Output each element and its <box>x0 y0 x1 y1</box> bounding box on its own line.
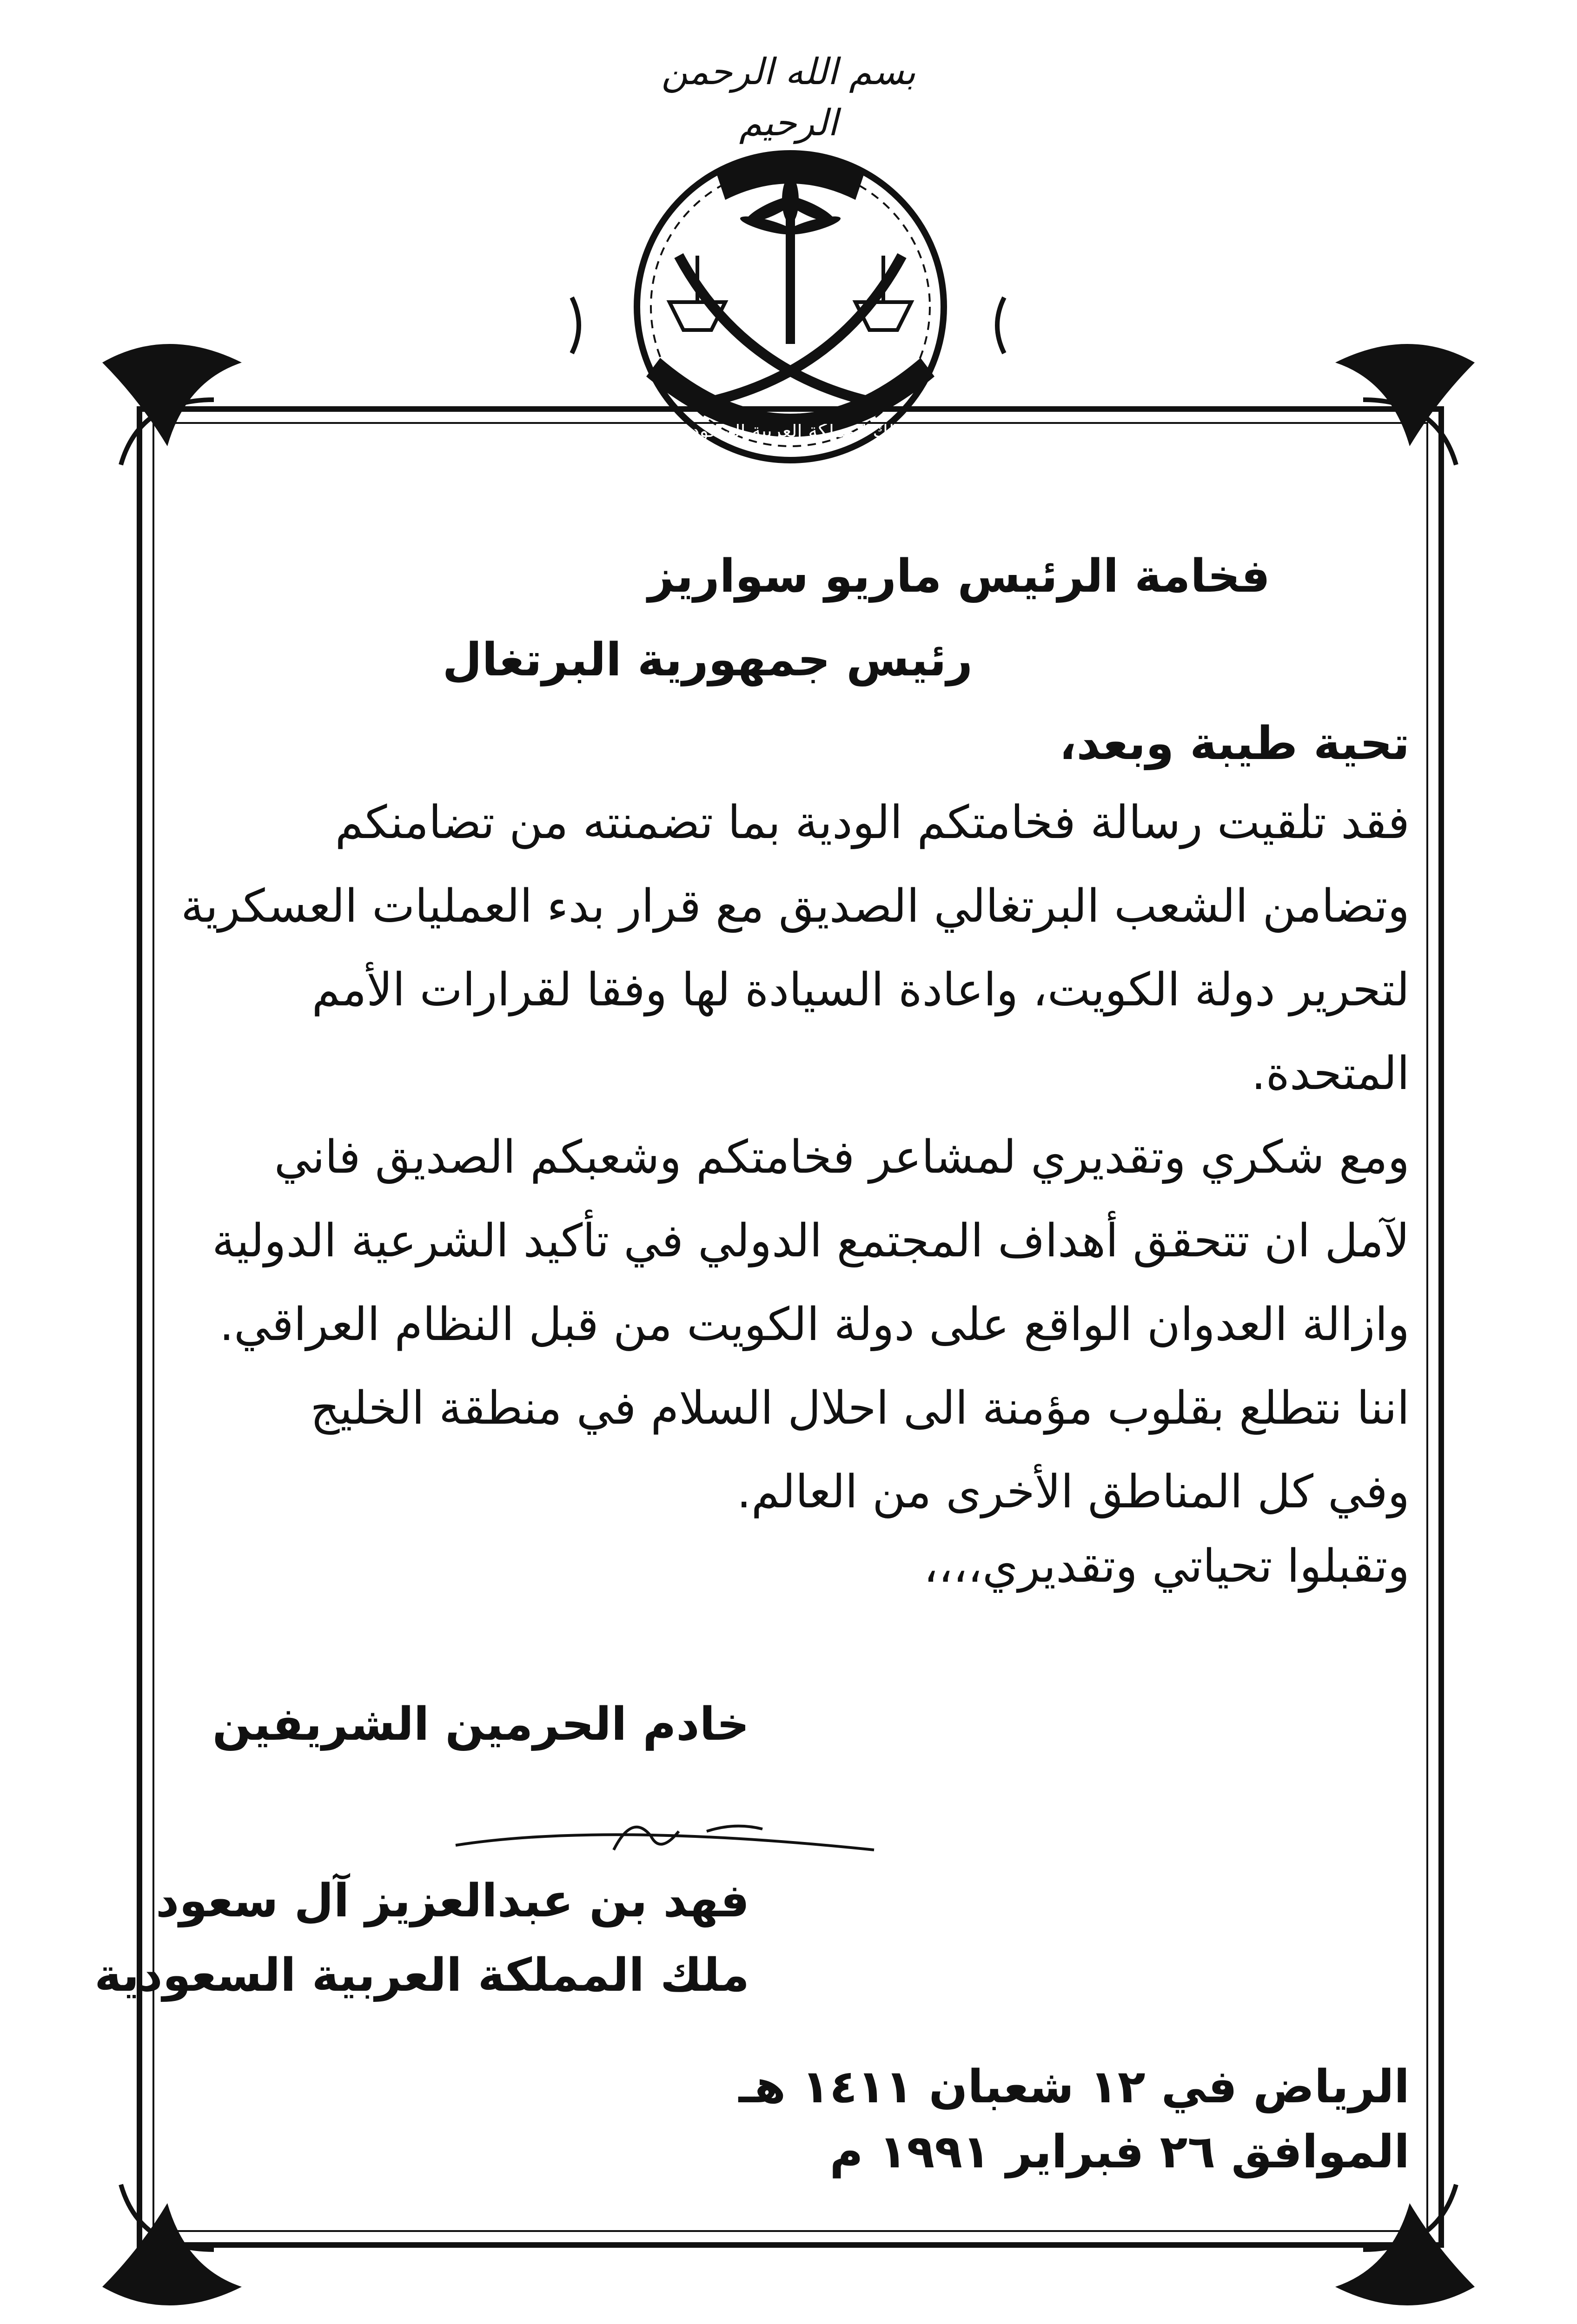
gregorian-date: الموافق ٢٦ فبراير ١٩٩١ م <box>829 2126 1410 2179</box>
body-line: وتضامن الشعب البرتغالي الصديق مع قرار بدء العمليات العسكرية <box>181 880 1410 933</box>
body-line: المتحدة. <box>1251 1047 1410 1100</box>
signatory-name: فهد بن عبدالعزيز آل سعود <box>156 1875 749 1928</box>
addressee-title: رئيس جمهورية البرتغال <box>442 634 973 687</box>
body-line: لتحرير دولة الكويت، واعادة السيادة لها وفقا لقرارات الأمم <box>311 964 1410 1017</box>
handwritten-signature <box>418 1803 883 1859</box>
body-line: ومع شكري وتقديري لمشاعر فخامتكم وشعبكم الصديق فاني <box>274 1131 1410 1184</box>
hijri-date: الرياض في ١٢ شعبان ١٤١١ هـ <box>738 2060 1410 2113</box>
emblem-ribbon-text: ملك المملكة العربية السعودية <box>676 420 905 442</box>
body-line: وفي كل المناطق الأخرى من العالم. <box>736 1466 1410 1519</box>
signatory-role: ملك المملكة العربية السعودية <box>94 1949 749 2002</box>
body-line: فقد تلقيت رسالة فخامتكم الودية بما تضمنته من تضامنكم <box>335 796 1410 849</box>
greeting: تحية طيبة وبعد، <box>1059 717 1410 770</box>
signature-title: خادم الحرمين الشريفين <box>212 1698 749 1751</box>
addressee-name: فخامة الرئيس ماريو سواريز <box>648 550 1270 603</box>
body-line: لآمل ان تتحقق أهداف المجتمع الدولي في تأكيد الشرعية الدولية <box>212 1215 1410 1268</box>
basmala: بسم الله الرحمن الرحيم <box>661 51 916 144</box>
body-line: وازالة العدوان الواقع على دولة الكويت من قبل النظام العراقي. <box>219 1298 1410 1351</box>
body-line: اننا نتطلع بقلوب مؤمنة الى احلال السلام في منطقة الخليج <box>310 1382 1410 1435</box>
closing-line: وتقبلوا تحياتي وتقديري،،،، <box>923 1540 1410 1593</box>
